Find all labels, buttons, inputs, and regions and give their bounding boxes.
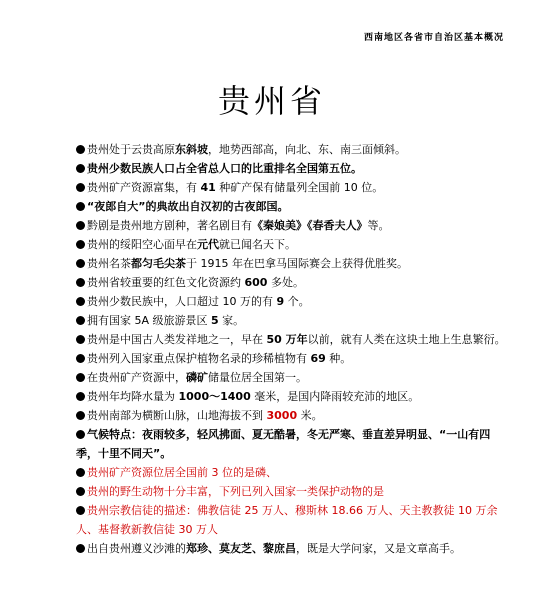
fact-item (76, 311, 506, 330)
fact-item (76, 501, 506, 539)
fact-item (76, 273, 506, 292)
fact-text: 以前，就有人类在这块土地上生息繁衍。 (307, 333, 506, 346)
fact-text: 气候特点： (87, 428, 142, 441)
bullet-icon (76, 145, 85, 154)
fact-text: 等。 (367, 219, 390, 232)
header-note: 西南地区各省市自治区基本概况 (363, 33, 504, 43)
bullet-icon (76, 506, 85, 515)
fact-text: 贵州的野生动物十分丰富，下列已列入国家一类保护动物的是 (87, 485, 384, 498)
bullet-icon (76, 259, 85, 268)
fact-text: 600 (244, 276, 268, 289)
fact-text: 储量位居全国第一。 (208, 371, 307, 384)
fact-text: 贵州南部为横断山脉，山地海拔不到 (87, 409, 267, 422)
fact-text: 贵州矿产资源富集，有 (87, 181, 201, 194)
bullet-icon (76, 221, 85, 230)
bullet-icon (76, 430, 85, 439)
fact-text: 米。 (297, 409, 323, 422)
bullet-icon (76, 278, 85, 287)
fact-text: 69 (310, 352, 326, 365)
fact-text: 贵州年均降水量为 (87, 390, 179, 403)
fact-item (76, 197, 506, 216)
fact-item (76, 482, 506, 501)
fact-item (76, 463, 506, 482)
bullet-icon (76, 411, 85, 420)
fact-text: 东斜坡 (175, 143, 208, 156)
fact-text: 拥有国家 5A 级旅游景区 (87, 314, 212, 327)
bullet-icon (76, 544, 85, 553)
fact-text: 多处。 (267, 276, 304, 289)
bullet-icon (76, 164, 85, 173)
fact-item (76, 292, 506, 311)
fact-item (76, 539, 506, 558)
fact-item (76, 140, 506, 159)
fact-item (76, 178, 506, 197)
fact-text: 元代 (197, 238, 219, 251)
bullet-icon (76, 183, 85, 192)
fact-text: 贵州少数民族人口占全省总人口的比重排名全国第五位。 (87, 162, 362, 175)
bullet-icon (76, 392, 85, 401)
fact-item (76, 330, 506, 349)
fact-text: 贵州少数民族中，人口超过 10 万的有 (87, 295, 277, 308)
fact-item (76, 387, 506, 406)
bullet-icon (76, 487, 85, 496)
fact-text: 个。 (284, 295, 310, 308)
fact-text: “夜郎自大”的典故出自汉初的古夜郎国。 (87, 200, 289, 213)
fact-text: 于 1915 年在巴拿马国际赛会上获得优胜奖。 (186, 257, 408, 270)
bullet-icon (76, 297, 85, 306)
fact-text: 磷矿 (186, 371, 208, 384)
fact-item (76, 216, 506, 235)
fact-item (76, 349, 506, 368)
bullet-icon (76, 354, 85, 363)
page-title: 贵州省 (217, 82, 326, 120)
fact-text: 3000 (266, 409, 298, 422)
fact-text: 在贵州矿产资源中， (87, 371, 186, 384)
fact-text: 就已闻名天下。 (219, 238, 296, 251)
fact-item (76, 159, 506, 178)
bullet-icon (76, 240, 85, 249)
fact-text: 贵州列入国家重点保护植物名录的珍稀植物有 (87, 352, 311, 365)
fact-text: 1000～1400 (178, 390, 251, 403)
fact-item (76, 368, 506, 387)
fact-text: 种矿产保有储量列全国前 10 位。 (215, 181, 384, 194)
fact-text: 种。 (325, 352, 352, 365)
fact-item (76, 235, 506, 254)
fact-text: 9 (276, 295, 285, 308)
fact-text: 贵州处于云贵高原 (87, 143, 175, 156)
fact-text: 贵州宗教信徒的描述：佛教信徒 25 万人、穆斯林 18.66 万人、天主教教徒 10 万余人、基督教新教信徒 30 万人 (76, 504, 498, 536)
fact-text: 50 万年 (266, 333, 308, 346)
bullet-icon (76, 468, 85, 477)
fact-item (76, 425, 506, 463)
fact-text: 黔剧是贵州地方剧种，著名剧目有 (87, 219, 252, 232)
fact-item (76, 406, 506, 425)
bullet-icon (76, 316, 85, 325)
bullet-icon (76, 335, 85, 344)
fact-text: 毫米，是国内降雨较充沛的地区。 (250, 390, 420, 403)
fact-text: 《秦娘美》《春香夫人》 (252, 219, 368, 232)
fact-text: 41 (200, 181, 216, 194)
fact-text: 家。 (218, 314, 245, 327)
fact-item (76, 254, 506, 273)
fact-text: 贵州名茶 (87, 257, 131, 270)
fact-text: 贵州矿产资源位居全国前 3 位的是磷、 (87, 466, 277, 479)
bullet-icon (76, 202, 85, 211)
facts-list (76, 140, 506, 558)
fact-text: ，地势西部高，向北、东、南三面倾斜。 (208, 143, 406, 156)
fact-text: 郑珍、莫友芝、黎庶昌 (186, 542, 296, 555)
fact-text: 都匀毛尖茶 (131, 257, 186, 270)
bullet-icon (76, 373, 85, 382)
fact-text: 5 (211, 314, 219, 327)
fact-text: 出自贵州遵义沙滩的 (87, 542, 186, 555)
fact-text: 夜雨较多，轻风拂面、夏无酷暑，冬无严寒、垂直差异明显、“一山有四季，十里不同天”。 (76, 428, 491, 460)
fact-text: ，既是大学问家，又是文章高手。 (296, 542, 461, 555)
fact-text: 贵州省较重要的红色文化资源约 (87, 276, 245, 289)
fact-text: 贵州的绥阳空心面早在 (87, 238, 197, 251)
fact-text: 贵州是中国古人类发祥地之一，早在 (87, 333, 267, 346)
